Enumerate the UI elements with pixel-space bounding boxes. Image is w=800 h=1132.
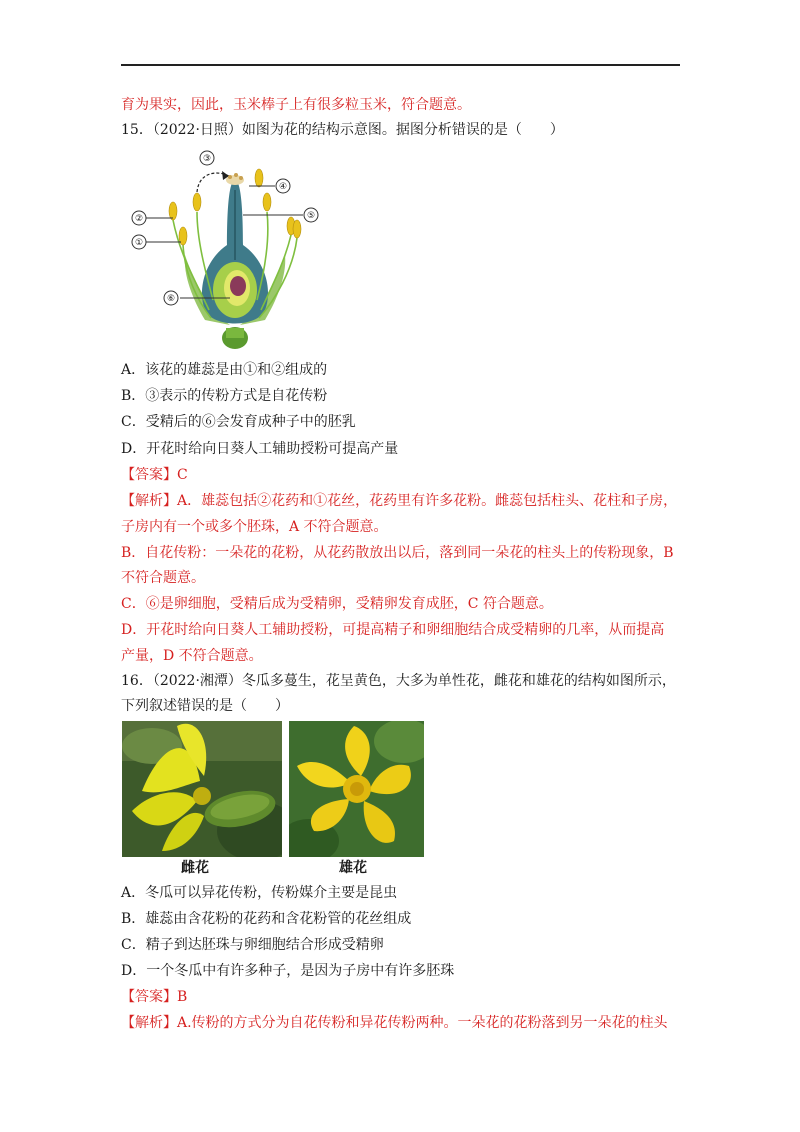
q15-analysis-line-1: 【解析】A．雄蕊包括②花药和①花丝，花药里有许多花粉。雌蕊包括柱头、花柱和子房， [121, 493, 678, 509]
label-5: ⑤ [306, 211, 316, 221]
egg-cell [230, 276, 246, 296]
q16-stem-line-1: 16．（2022·湘潭）冬瓜多蔓生，花呈黄色，大多为单性花，雌花和雄花的结构如图所示， [121, 673, 676, 689]
flower-structure-diagram [125, 150, 335, 355]
q16-stem-line-2: 下列叙述错误的是（ ） [121, 698, 289, 714]
q15-analysis-line-2: 子房内有一个或多个胚珠，A 不符合题意。 [121, 519, 388, 535]
q15-option-b: B．③表示的传粉方式是自花传粉 [121, 388, 328, 404]
continued-analysis-text: 育为果实，因此，玉米棒子上有很多粒玉米，符合题意。 [121, 97, 471, 113]
male-flower-caption: 雄花 [339, 860, 367, 876]
female-flower-caption: 雌花 [181, 860, 209, 876]
q15-analysis-line-4: 不符合题意。 [121, 570, 205, 586]
q16-answer: 【答案】B [121, 989, 188, 1005]
q15-option-d: D．开花时给向日葵人工辅助授粉可提高产量 [121, 441, 399, 457]
q16-option-c: C．精子到达胚珠与卵细胞结合形成受精卵 [121, 937, 384, 953]
q16-option-a: A．冬瓜可以异花传粉，传粉媒介主要是昆虫 [121, 885, 398, 901]
label-4: ④ [278, 182, 288, 192]
q15-option-c: C．受精后的⑥会发育成种子中的胚乳 [121, 414, 356, 430]
q15-answer: 【答案】C [121, 467, 188, 483]
q15-analysis-line-7: 产量，D 不符合题意。 [121, 648, 263, 664]
male-flower-photo [289, 721, 424, 857]
label-6: ⑥ [166, 294, 176, 304]
female-flower-photo [122, 721, 282, 857]
q15-analysis-line-6: D．开花时给向日葵人工辅助授粉，可提高精子和卵细胞结合成受精卵的几率，从而提高 [121, 622, 665, 638]
q15-analysis-line-5: C．⑥是卵细胞，受精后成为受精卵，受精卵发育成胚，C 符合题意。 [121, 596, 553, 612]
q16-option-d: D．一个冬瓜中有许多种子，是因为子房中有许多胚珠 [121, 963, 455, 979]
q16-analysis-line-1: 【解析】A.传粉的方式分为自花传粉和异花传粉两种。一朵花的花粉落到另一朵花的柱头 [121, 1015, 668, 1031]
header-rule [121, 64, 680, 66]
label-3: ③ [202, 154, 212, 164]
q15-analysis-line-3: B．自花传粉：一朵花的花粉，从花药散放出以后，落到同一朵花的柱头上的传粉现象，B [121, 545, 674, 561]
q16-option-b: B．雄蕊由含花粉的花药和含花粉管的花丝组成 [121, 911, 412, 927]
q15-option-a: A．该花的雄蕊是由①和②组成的 [121, 362, 328, 378]
label-2: ② [134, 214, 144, 224]
label-1: ① [134, 238, 144, 248]
q15-stem: 15．（2022·日照）如图为花的结构示意图。据图分析错误的是（ ） [121, 122, 564, 138]
